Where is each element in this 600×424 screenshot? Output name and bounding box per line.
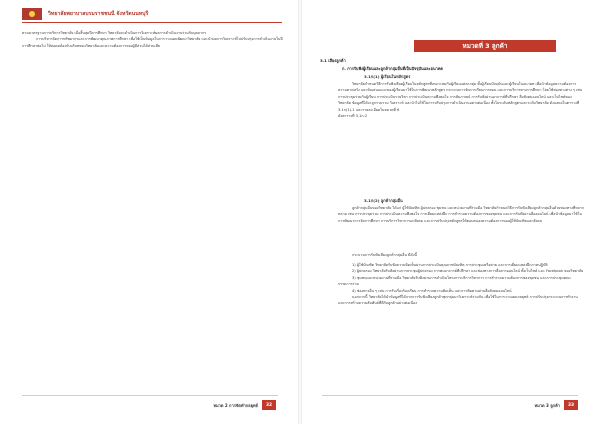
item-1-text: วิทยาลัยกำหนดวิธีการรับฟังเสียงผู้เรียนในหลักสูตรที่เหมาะสมกับผู้เรียนแต่ละกลุ่ม ทั้งผู้เรียนปัจจุบันและผู้เรียนในอนาคต เพื่อนำข้อมูลความต้องการ ความคาดหวัง และข้อเสนอแนะของผู้เรียนมาใช้ในการพัฒนาหลักสูตร กระบวนการจัดการเรียนการสอน และการบริการทางการศึกษา โดยใช้ช่องทางต่าง ๆ เช่น การประชุมร่วมกับผู้เรียน การประเมินรายวิชา การประเมินความพึงพอใจ การสัมภาษณ์ การรับฟังผ่านอาจารย์ที่ปรึกษา สื่อสังคมออนไลน์ และเว็บไซต์ของวิทยาลัย ข้อมูลที่ได้จะถูกรวบรวม วิเคราะห์ และนำไปใช้ในการปรับปรุงการดำเนินงานอย่างต่อเนื่อง ทั้งในระดับหลักสูตรและระดับวิทยาลัย ดังแสดงในตารางที่ 3.1ก(1)-1 และรายละเอียดในหมวดที่ 6 xyxy=(338,82,583,112)
left-paragraph-1: ตามมาตรฐานการบริหารวิทยาลัย เมื่อสิ้นสุดปีการศึกษา วิทยาลัยจะดำเนินการวิเคราะห์ผลการดำเนินงานร่วมกับบุคลากร xyxy=(22,31,207,35)
left-header xyxy=(22,8,148,20)
header-divider xyxy=(22,22,282,23)
right-footer-label: หมวด 3 ลูกค้า xyxy=(534,402,560,408)
item-2-heading: 3.1ก(2) ลูกค้ากลุ่มอื่น xyxy=(364,198,403,203)
step-3: 3) ชุมชนและหน่วยงานที่ร่วมมือ วิทยาลัยรับฟังผ่านการดำเนินโครงการบริการวิชาการ การสำรวจความต้องการของชุมชน และการประชุมคณะกรรมการร่วม xyxy=(338,275,572,287)
left-page-number: 32 xyxy=(262,400,276,410)
left-footer-line xyxy=(22,395,278,396)
left-footer xyxy=(213,400,276,410)
steps-list xyxy=(338,262,584,362)
chapter-title: หมวดที่ 3 ลูกค้า xyxy=(414,40,556,52)
item-1-heading: 3.1ก(1) ผู้เรียนในหลักสูตร xyxy=(364,74,411,79)
college-logo-icon xyxy=(22,8,42,20)
right-footer xyxy=(535,400,578,410)
right-footer-line xyxy=(322,395,578,396)
left-paragraph-2: การบริหารจัดการทรัพยากรและการพัฒนาคุณภาพการศึกษา เพื่อใช้เป็นข้อมูลในการวางแผนพัฒนาวิทยาลัย และนำผลการวิเคราะห์ไปปรับปรุงการดำเนินงานในปีการศึกษาต่อไป ให้สอดคล้องกับบริบทของวิทยาลัยและความต้องการของผู้มีส่วนได้ส่วนเสีย xyxy=(22,37,283,48)
subsection-heading: ก. การรับฟังผู้เรียนและลูกค้ากลุ่มอื่นที่เป็นปัจจุบันและอนาคต xyxy=(342,66,443,71)
right-page xyxy=(302,0,600,424)
left-body-text xyxy=(22,30,284,90)
item-1-body xyxy=(338,81,584,183)
item-2-sub: กระบวนการรับฟังเสียงลูกค้ากลุ่มอื่น มีดังนี้ xyxy=(352,253,417,257)
left-footer-label: หมวด 2 การจัดทำกลยุทธ์ xyxy=(213,402,258,408)
step-1: 1) ผู้ใช้บัณฑิต วิทยาลัยรับฟังความคิดเห็นผ่านการประเมินคุณภาพบัณฑิต การประชุมเครือข่าย และการเยี่ยมแหล่งฝึกภาคปฏิบัติ xyxy=(352,263,548,267)
closing-paragraph: นอกจากนี้ วิทยาลัยได้นำข้อมูลที่ได้จากการรับฟังเสียงลูกค้าทุกกลุ่มมาวิเคราะห์ร่วมกัน เพื่อใช้ในการวางแผนกลยุทธ์ การปรับปรุงกระบวนการทำงาน และการสร้างความสัมพันธ์ที่ดีกับลูกค้าอย่างต่อเนื่อง xyxy=(338,295,578,306)
section-heading: 3.1 เสียงลูกค้า xyxy=(320,58,346,63)
step-4: 4) ช่องทางอื่น ๆ เช่น การรับเรื่องร้องเรียน การสำรวจความคิดเห็น และการติดตามผ่านสื่อสังคมออนไลน์ xyxy=(352,288,512,293)
header-title: วิทยาลัยพยาบาลบรมราชชนนี จังหวัดนนทบุรี xyxy=(48,11,149,17)
item-2-subheading xyxy=(352,252,584,260)
left-page xyxy=(0,0,298,424)
right-page-number: 33 xyxy=(564,400,578,410)
item-2-body xyxy=(338,205,584,245)
item-1-reference: ดังตารางที่ 3.1ก-2 xyxy=(338,114,368,119)
step-2: 2) ผู้ปกครอง วิทยาลัยรับฟังผ่านการประชุมผู้ปกครอง การพบอาจารย์ที่ปรึกษา และช่องทางการสื่อสารออนไลน์ ทั้งเว็บไซต์ และ Facebook ของวิทยาลัย xyxy=(352,269,584,274)
item-2-text: ลูกค้ากลุ่มอื่นของวิทยาลัย ได้แก่ ผู้ใช้บัณฑิต ผู้ปกครอง ชุมชน และหน่วยงานที่ร่วมมือ วิทยาลัยกำหนดวิธีการรับฟังเสียงลูกค้ากลุ่มอื่นด้วยช่องทางที่หลากหลาย เช่น การประชุมร่วม การประเมินความพึงพอใจ การเยี่ยมแหล่งฝึก การสำรวจความต้องการของชุมชน และการรับฟังผ่านสื่อออนไลน์ เพื่อนำข้อมูลมาใช้ในการพัฒนาการจัดการศึกษา การบริการวิชาการแก่สังคม และการปรับปรุงหลักสูตรให้ตอบสนองความต้องการของผู้ใช้บัณฑิตและสังคม xyxy=(338,206,584,223)
